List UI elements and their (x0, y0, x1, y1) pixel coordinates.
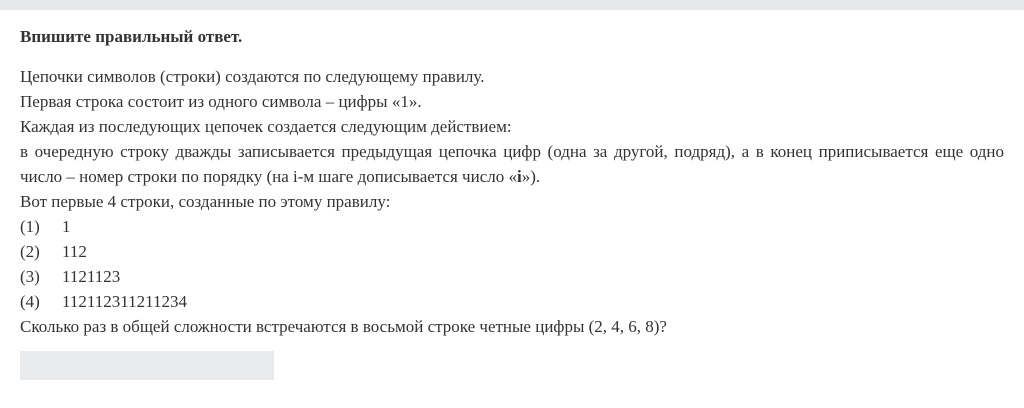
task-question: Сколько раз в общей сложности встречаются в восьмой строке четные цифры (2, 4, 6, 8)? (20, 317, 667, 336)
top-bar (0, 0, 1024, 10)
rule-text-end: »). (521, 167, 541, 186)
list-item (20, 264, 1004, 289)
task-line: Цепочки символов (строки) создаются по следующему правилу. (20, 67, 485, 86)
answer-input[interactable] (20, 351, 274, 380)
row-value: 1 (62, 217, 71, 236)
row-value: 1121123 (62, 267, 121, 286)
task-instruction: Впишите правильный ответ. (20, 27, 243, 46)
task-line: Каждая из последующих цепочек создается следующим действием: (20, 117, 512, 136)
task-container (20, 26, 1004, 339)
rows-list (20, 214, 1004, 314)
list-item (20, 214, 1004, 239)
list-item (20, 289, 1004, 314)
rule-i: i (516, 167, 522, 186)
task-line: Первая строка состоит из одного символа – цифры «1». (20, 92, 422, 111)
task-rule (20, 139, 1004, 189)
row-number: (1) (20, 217, 40, 236)
row-number: (4) (20, 292, 40, 311)
row-number: (2) (20, 242, 40, 261)
rows-intro: Вот первые 4 строки, созданные по этому правилу: (20, 192, 391, 211)
row-number: (3) (20, 267, 40, 286)
rule-text: в очередную строку дважды записывается предыдущая цепочка цифр (одна за другой, подряд), а в конец приписывается еще одно число – номер строки по порядку (на i-м шаге дописывается число « (20, 142, 1004, 186)
list-item (20, 239, 1004, 264)
row-value: 112 (62, 242, 87, 261)
task-text (20, 64, 1004, 214)
row-value: 112112311211234 (62, 292, 187, 311)
